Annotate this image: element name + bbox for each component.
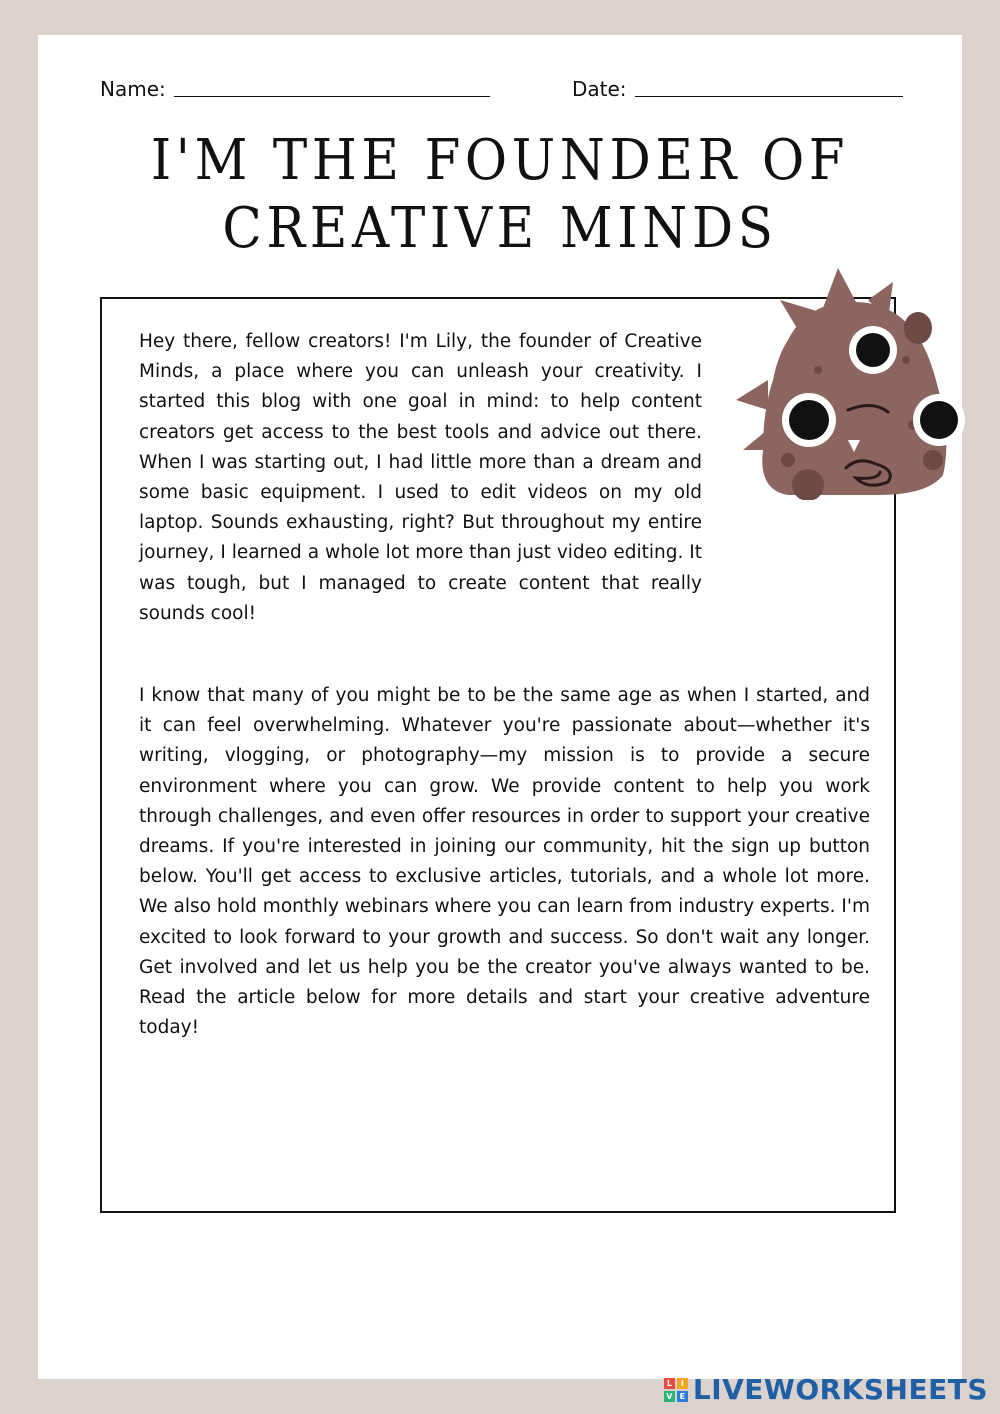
logo-badge-icon (664, 1378, 688, 1402)
name-field[interactable] (100, 77, 490, 101)
date-field[interactable] (572, 77, 903, 101)
article-paragraph-1: Hey there, fellow creators! I'm Lily, the founder of Creative Minds, a place where you can unleash your creativity. I started this blog with one goal in mind: to help content creators get access to the best tools and advice out there. When I was starting out, I had little more than a dream and some basic equipment. I used to edit videos on my old laptop. Sounds exhausting, right? But throughout my entire journey, I learned a whole lot more than just video editing. It was tough, but I managed to create content that really sounds cool! (139, 331, 702, 624)
worksheet-page (38, 35, 962, 1379)
monster-icon (728, 260, 968, 500)
badge-letter-l: L (664, 1378, 675, 1389)
badge-letter-i: I (677, 1378, 688, 1389)
name-label: Name: (100, 77, 166, 101)
brand-name: LIVEWORKSHEETS (692, 1373, 988, 1406)
article-paragraph-2: I know that many of you might be to be the same age as when I started, and it can feel overwhelming. Whatever you're passionate about—whether it's writing, vlogging, or photography—my mission is to provide a secure environment where you can grow. We provide content to help you work through challenges, and even offer resources in order to support your creative dreams. If you're interested in joining our community, hit the sign up button below. You'll get access to exclusive articles, tutorials, and a whole lot more. We also hold monthly webinars where you can learn from industry experts. I'm excited to look forward to your growth and success. So don't wait any longer. Get involved and let us help you be the creator you've always wanted to be. Read the article below for more details and start your creative adventure today! (139, 685, 870, 1039)
date-line[interactable] (635, 96, 903, 97)
header-fields (100, 77, 902, 107)
name-line[interactable] (174, 96, 490, 97)
date-label: Date: (572, 77, 627, 101)
badge-letter-v: V (664, 1391, 675, 1402)
page-title: I'M THE FOUNDER OF CREATIVE MINDS (150, 128, 850, 261)
liveworksheets-logo (664, 1373, 988, 1406)
badge-letter-e: E (677, 1391, 688, 1402)
